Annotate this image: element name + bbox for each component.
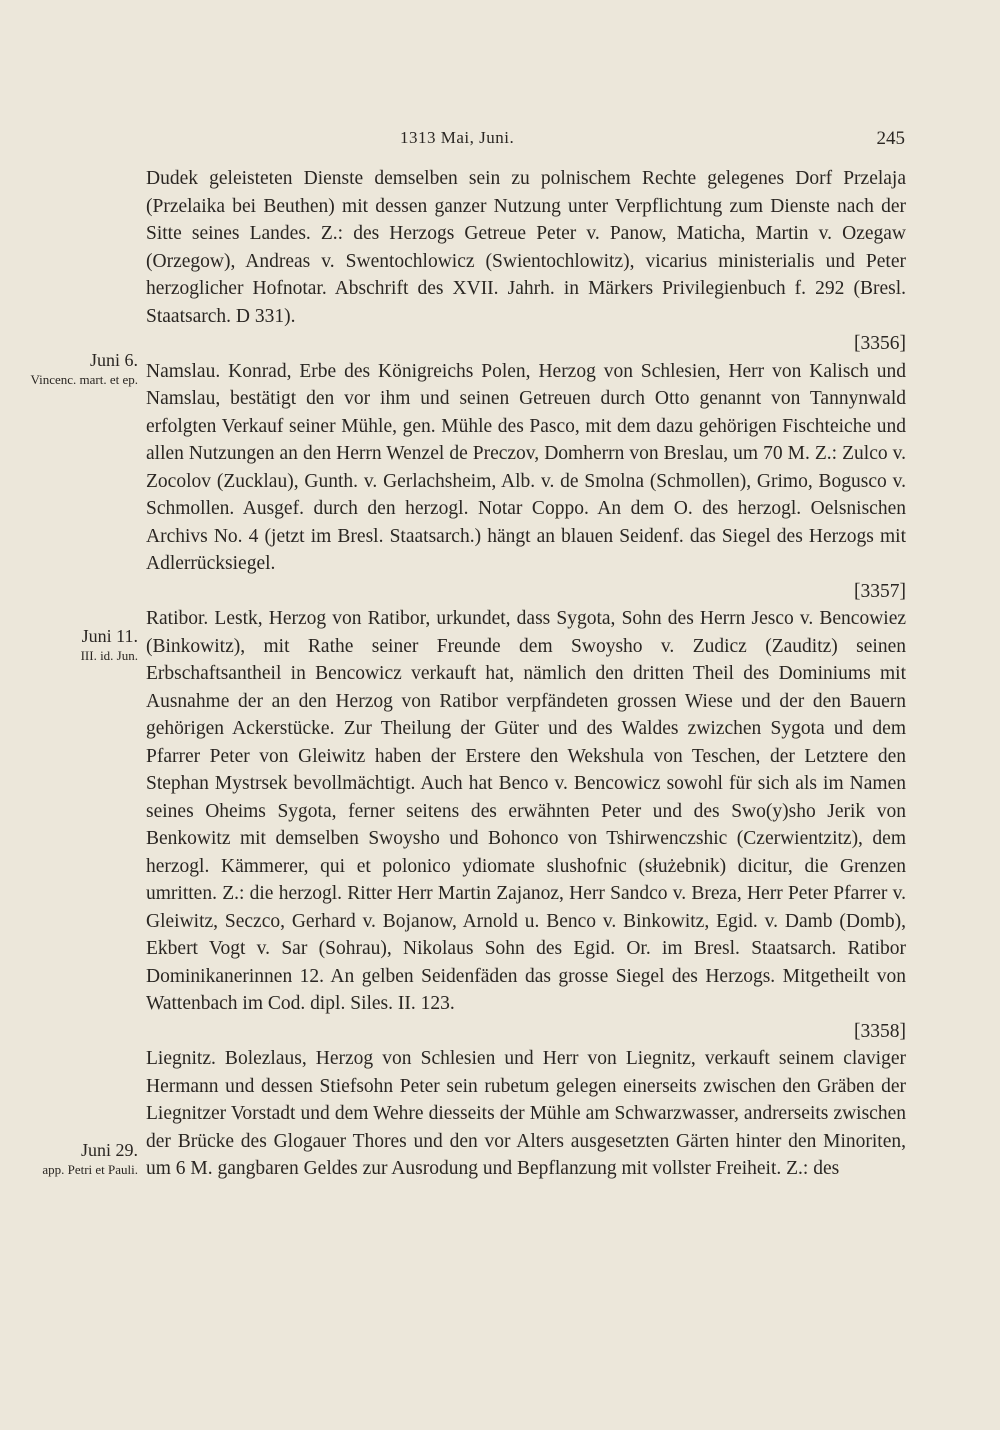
entry-text: Dudek geleisteten Dienste demselben sein zu polnischem Rechte gelegenes Dorf Przelaja (Przelaika bei Beuthen) mit dessen ganzer Nutzung unter Verpflichtung zum Dienste nach der Sitte seines Landes. Z.: des Herzogs Getreue Peter v. Panow, Maticha, Martin v. Ozegaw (Orzegow), Andreas v. Swentochlowicz (Swientochlowitz), vicarius ministerialis und Peter herzoglicher Hofnotar. Abschrift des XVII. Jahrh. in Märkers Privilegienbuch f. 292 (Bresl. Staatsarch. D 331). — [146, 168, 906, 327]
body-text — [146, 165, 906, 1183]
margin-date: Juni 6. — [89, 350, 138, 370]
margin-feast: app. Petri et Pauli. — [42, 1162, 138, 1177]
margin-note-3359 — [26, 1138, 138, 1177]
margin-note-3358 — [26, 624, 138, 663]
entry-3356 — [146, 165, 906, 358]
page-number: 245 — [876, 128, 905, 149]
entry-3359 — [146, 1045, 906, 1183]
entry-text: Ratibor. Lestk, Herzog von Ratibor, urkundet, dass Sygota, Sohn des Herrn Jesco v. Bencowiez (Binkowitz), mit Rathe seiner Freunde dem Swoysho v. Zudicz (Zauditz) seinen Erbschaftsantheil in Bencowicz verkauft hat, nämlich den dritten Theil des Dominiums mit Ausnahme der an den Herzog von Ratibor verpfändeten grossen Wiese und der den Bauern gehörigen Ackerstücke. Zur Theilung der Güter und des Waldes zwizchen Sygota und dem Pfarrer Peter von Gleiwitz haben der Erstere den Wekshula von Teschen, der Letztere den Stephan Mystrsek bevollmächtigt. Auch hat Benco v. Bencowicz sowohl für sich als im Namen seines Oheims Sygota, ferner seitens des erwähnten Peter und des Swo(y)sho Jerik von Benkowitz mit demselben Swoysho und Bohonco von Tshirwenczshic (Czerwientzitz), dem herzogl. Kämmerer, qui et polonico ydiomate slushofnic (służebnik) dicitur, die Grenzen umritten. Z.: die herzogl. Ritter Herr Martin Zajanoz, Herr Sandco v. Breza, Herr Peter Pfarrer v. Gleiwitz, Seczco, Gerhard v. Bojanow, Arnold u. Benco v. Binkowitz, Egid. v. Damb (Domb), Ekbert Vogt v. Sar (Sohrau), Nikolaus Sohn des Egid. Or. im Bresl. Staatsarch. Ratibor Dominikanerinnen 12. An gelben Seidenfäden das grosse Siegel des Herzogs. Mitgetheilt von Wattenbach im Cod. dipl. Siles. II. 123. — [146, 608, 906, 1014]
margin-date: Juni 11. — [81, 626, 138, 646]
entry-number: [3356] — [854, 333, 906, 354]
page-header — [145, 128, 905, 158]
entry-3357 — [146, 358, 906, 606]
entry-3358 — [146, 605, 906, 1045]
margin-date: Juni 29. — [80, 1140, 138, 1160]
running-head: 1313 Mai, Juni. — [400, 128, 515, 147]
margin-feast: Vincenc. mart. et ep. — [30, 372, 138, 387]
margin-feast: III. id. Jun. — [80, 648, 138, 663]
entry-text: Liegnitz. Bolezlaus, Herzog von Schlesien und Herr von Liegnitz, verkauft seinem claviger Hermann und dessen Stiefsohn Peter sein rubetum gelegen einerseits zwischen den Gräben der Liegnitzer Vorstadt und dem Wehre diesseits der Mühle am Schwarzwasser, andrerseits zwischen der Brücke des Glogauer Thores und den vor Alters ausgesetzten Gärten hinter den Minoriten, um 6 M. gangbaren Geldes zur Ausrodung und Bepflanzung mit vollster Freiheit. Z.: des — [146, 1048, 906, 1179]
margin-note-3357 — [26, 348, 138, 387]
entry-number: [3357] — [854, 580, 906, 602]
entry-number: [3358] — [854, 1020, 906, 1042]
entry-text: Namslau. Konrad, Erbe des Königreichs Polen, Herzog von Schlesien, Herr von Kalisch und Namslau, bestätigt den vor ihm und seinen Getreuen durch Otto genannt von Tannynwald erfolgten Verkauf seiner Mühle, gen. Mühle des Pasco, mit dem dazu gehörigen Fischteiche und allen Nutzungen an den Herrn Wenzel de Preczov, Domherrn von Breslau, um 70 M. Z.: Zulco v. Zocolov (Zucklau), Gunth. v. Gerlachsheim, Alb. v. de Smolna (Schmollen), Grimo, Bogusco v. Schmollen. Ausgef. durch den herzogl. Notar Coppo. An dem O. des herzogl. Oelsnischen Archivs No. 4 (jetzt im Bresl. Staatsarch.) hängt an blauen Seidenf. das Siegel des Herzogs mit Adlerrücksiegel. — [146, 360, 906, 574]
